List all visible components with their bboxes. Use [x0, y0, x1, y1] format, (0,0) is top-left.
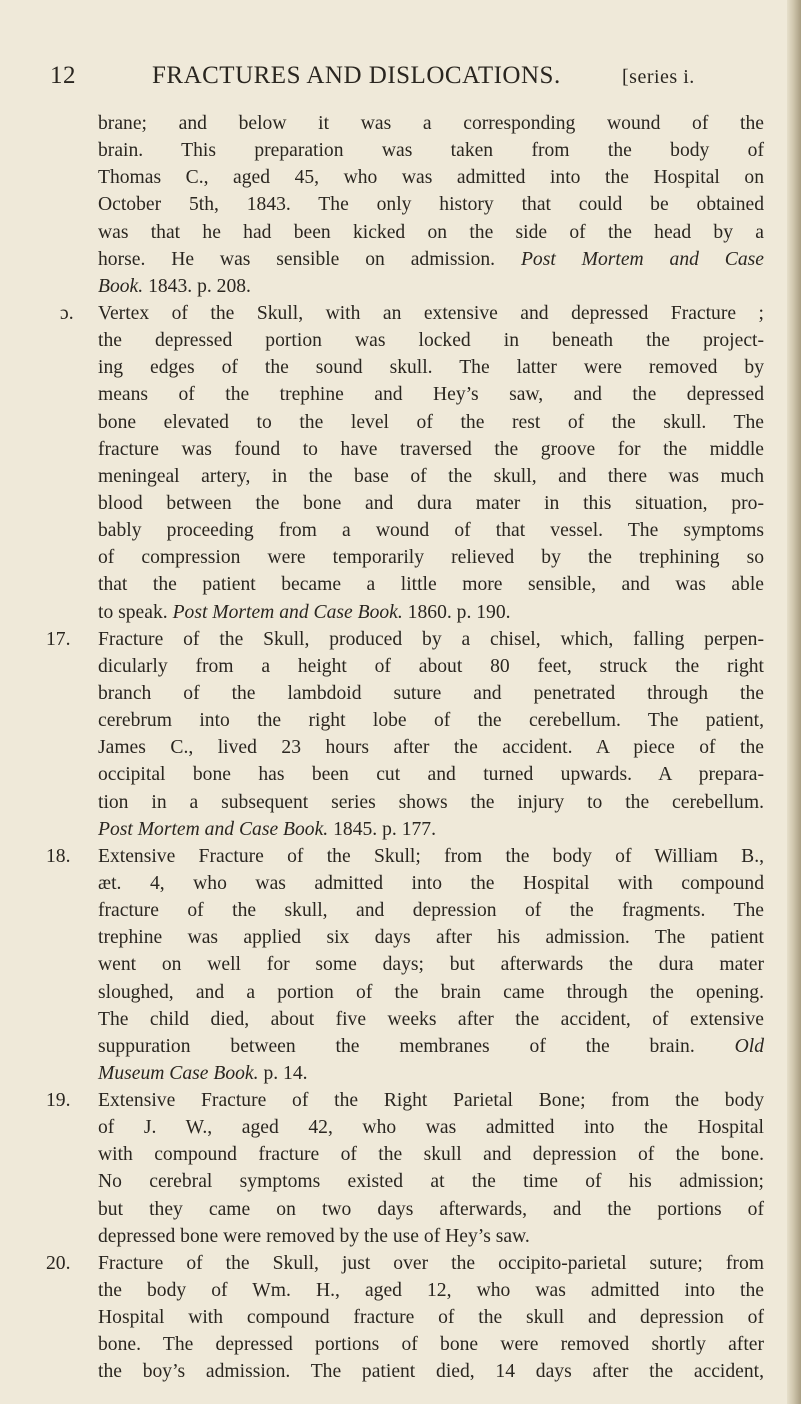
- citation-ref: 1845. p. 177.: [333, 818, 436, 840]
- text-line: [98, 789, 764, 816]
- text-line: [98, 979, 764, 1006]
- line-text: bably proceeding from a wound of that vessel. The symptoms: [98, 520, 764, 542]
- line-text: meningeal artery, in the base of the skull, and there was much: [98, 465, 764, 487]
- line-text: dicularly from a height of about 80 feet, struck the right: [98, 655, 764, 677]
- line-text: that the patient became a little more sensible, and was able: [98, 574, 764, 596]
- citation-italic: Old: [734, 1035, 764, 1057]
- text-line: [98, 897, 764, 924]
- text-line: [98, 1331, 764, 1358]
- line-text: trephine was applied six days after his admission. The patient: [98, 927, 764, 949]
- text-line: [98, 1141, 764, 1168]
- text-line: [98, 1114, 764, 1141]
- text-line: [98, 137, 764, 164]
- text-line: [98, 1304, 764, 1331]
- text-line: [98, 164, 764, 191]
- citation-italic: Post Mortem and Case Book.: [98, 818, 329, 840]
- citation-italic: Book.: [98, 275, 144, 297]
- text-line: [98, 544, 764, 571]
- text-line: [98, 191, 764, 218]
- entry-number: 17.: [46, 628, 71, 650]
- line-text: ing edges of the sound skull. The latter were removed by: [98, 357, 764, 379]
- text-line: [98, 1277, 764, 1304]
- text-line: [98, 1223, 764, 1250]
- line-text: bone elevated to the level of the rest of the skull. The: [98, 411, 764, 433]
- line-text: of compression were temporarily relieved by the trephining so: [98, 547, 764, 569]
- text-line: [98, 1033, 764, 1060]
- entry-number: 18.: [46, 845, 71, 867]
- text-line: [98, 870, 764, 897]
- citation-italic: Post Mortem and Case: [520, 248, 764, 270]
- line-text: occipital bone has been cut and turned upwards. A prepara-: [98, 764, 764, 786]
- line-text: was that he had been kicked on the side of the head by a: [98, 221, 764, 243]
- text-line: [98, 490, 764, 517]
- line-text: brane; and below it was a corresponding wound of the: [98, 113, 764, 134]
- line-text: cerebrum into the right lobe of the cerebellum. The patient,: [98, 710, 764, 732]
- text-line: [98, 1196, 764, 1223]
- citation-ref: 1860. p. 190.: [407, 601, 511, 623]
- line-text: brain. This preparation was taken from the body of: [98, 140, 764, 162]
- line-text: with compound fracture of the skull and depression of the bone.: [98, 1144, 764, 1166]
- line-text: Extensive Fracture of the Skull; from the body of William B.,: [98, 845, 764, 867]
- line-text: No cerebral symptoms existed at the time of his admission;: [98, 1171, 764, 1193]
- text-line: [98, 707, 764, 734]
- text-line: [60, 300, 764, 327]
- line-text: to speak.: [98, 601, 168, 623]
- line-text: Hospital with compound fracture of the skull and depression of: [98, 1307, 764, 1329]
- page-edge: [787, 0, 801, 1404]
- line-text: fracture was found to have traversed the groove for the middle: [98, 438, 764, 460]
- text-line: [46, 1087, 764, 1114]
- line-text: of J. W., aged 42, who was admitted into the Hospital: [98, 1117, 764, 1139]
- text-line: [98, 1060, 764, 1087]
- text-line: [98, 436, 764, 463]
- line-text: Vertex of the Skull, with an extensive and depressed Fracture ;: [98, 302, 764, 324]
- line-text: branch of the lambdoid suture and penetrated through the: [98, 682, 764, 704]
- line-text: but they came on two days afterwards, and the portions of: [98, 1198, 764, 1220]
- line-text: The child died, about five weeks after the accident, of extensive: [98, 1008, 764, 1030]
- entry-number: 19.: [46, 1090, 71, 1112]
- series-label: [series i.: [622, 66, 695, 88]
- text-line: [98, 110, 764, 137]
- line-text: the boy’s admission. The patient died, 14 days after the accident,: [98, 1361, 764, 1383]
- text-line: [98, 1358, 764, 1385]
- citation-ref: p. 14.: [263, 1062, 308, 1084]
- line-text: bone. The depressed portions of bone were removed shortly after: [98, 1334, 764, 1356]
- text-line: [98, 327, 764, 354]
- text-line: [98, 409, 764, 436]
- text-line: [98, 463, 764, 490]
- text-line: [98, 1006, 764, 1033]
- text-line: [98, 761, 764, 788]
- line-text: Fracture of the Skull, just over the occipito-parietal suture; from: [98, 1252, 764, 1274]
- text-line: [98, 219, 764, 246]
- running-header: [50, 62, 770, 102]
- text-line: [98, 924, 764, 951]
- body-text: [46, 110, 764, 1386]
- text-line: [98, 599, 764, 626]
- line-text: Thomas C., aged 45, who was admitted into the Hospital on: [98, 167, 764, 189]
- text-line: [98, 571, 764, 598]
- line-text: October 5th, 1843. The only history that could be obtained: [98, 194, 764, 216]
- text-line: [98, 517, 764, 544]
- line-text: suppuration between the membranes of the brain.: [98, 1035, 695, 1057]
- text-line: [98, 246, 764, 273]
- line-text: æt. 4, who was admitted into the Hospital with compound: [98, 872, 764, 894]
- text-line: [98, 951, 764, 978]
- text-line: [98, 680, 764, 707]
- citation-italic: Museum Case Book.: [98, 1062, 259, 1084]
- text-line: [98, 1168, 764, 1195]
- line-text: James C., lived 23 hours after the accident. A piece of the: [98, 737, 764, 759]
- text-line: [46, 626, 764, 653]
- text-line: [98, 381, 764, 408]
- line-text: tion in a subsequent series shows the injury to the cerebellum.: [98, 791, 764, 813]
- text-line: [98, 354, 764, 381]
- text-line: [98, 653, 764, 680]
- line-text: Fracture of the Skull, produced by a chisel, which, falling perpen-: [98, 628, 764, 650]
- line-text: the depressed portion was locked in beneath the project-: [98, 330, 764, 352]
- line-text: Extensive Fracture of the Right Parietal Bone; from the body: [98, 1090, 764, 1112]
- line-text: depressed bone were removed by the use of Hey’s saw.: [98, 1225, 530, 1247]
- text-line: [46, 1250, 764, 1277]
- text-line: [98, 816, 764, 843]
- line-text: sloughed, and a portion of the brain came through the opening.: [98, 981, 764, 1003]
- citation-ref: 1843. p. 208.: [148, 275, 251, 297]
- text-line: [46, 843, 764, 870]
- line-text: went on well for some days; but afterwards the dura mater: [98, 954, 764, 976]
- line-text: blood between the bone and dura mater in this situation, pro-: [98, 492, 764, 514]
- text-line: [98, 734, 764, 761]
- line-text: fracture of the skull, and depression of the fragments. The: [98, 900, 764, 922]
- citation-italic: Post Mortem and Case Book.: [172, 601, 403, 623]
- page-number: 12: [50, 62, 76, 89]
- line-text: horse. He was sensible on admission.: [98, 248, 496, 270]
- entry-number: ɔ.: [60, 302, 74, 324]
- line-text: the body of Wm. H., aged 12, who was admitted into the: [98, 1280, 764, 1302]
- page-title: FRACTURES AND DISLOCATIONS.: [152, 62, 561, 89]
- line-text: means of the trephine and Hey’s saw, and the depressed: [98, 384, 764, 406]
- text-line: [98, 273, 764, 300]
- entry-number: 20.: [46, 1252, 71, 1274]
